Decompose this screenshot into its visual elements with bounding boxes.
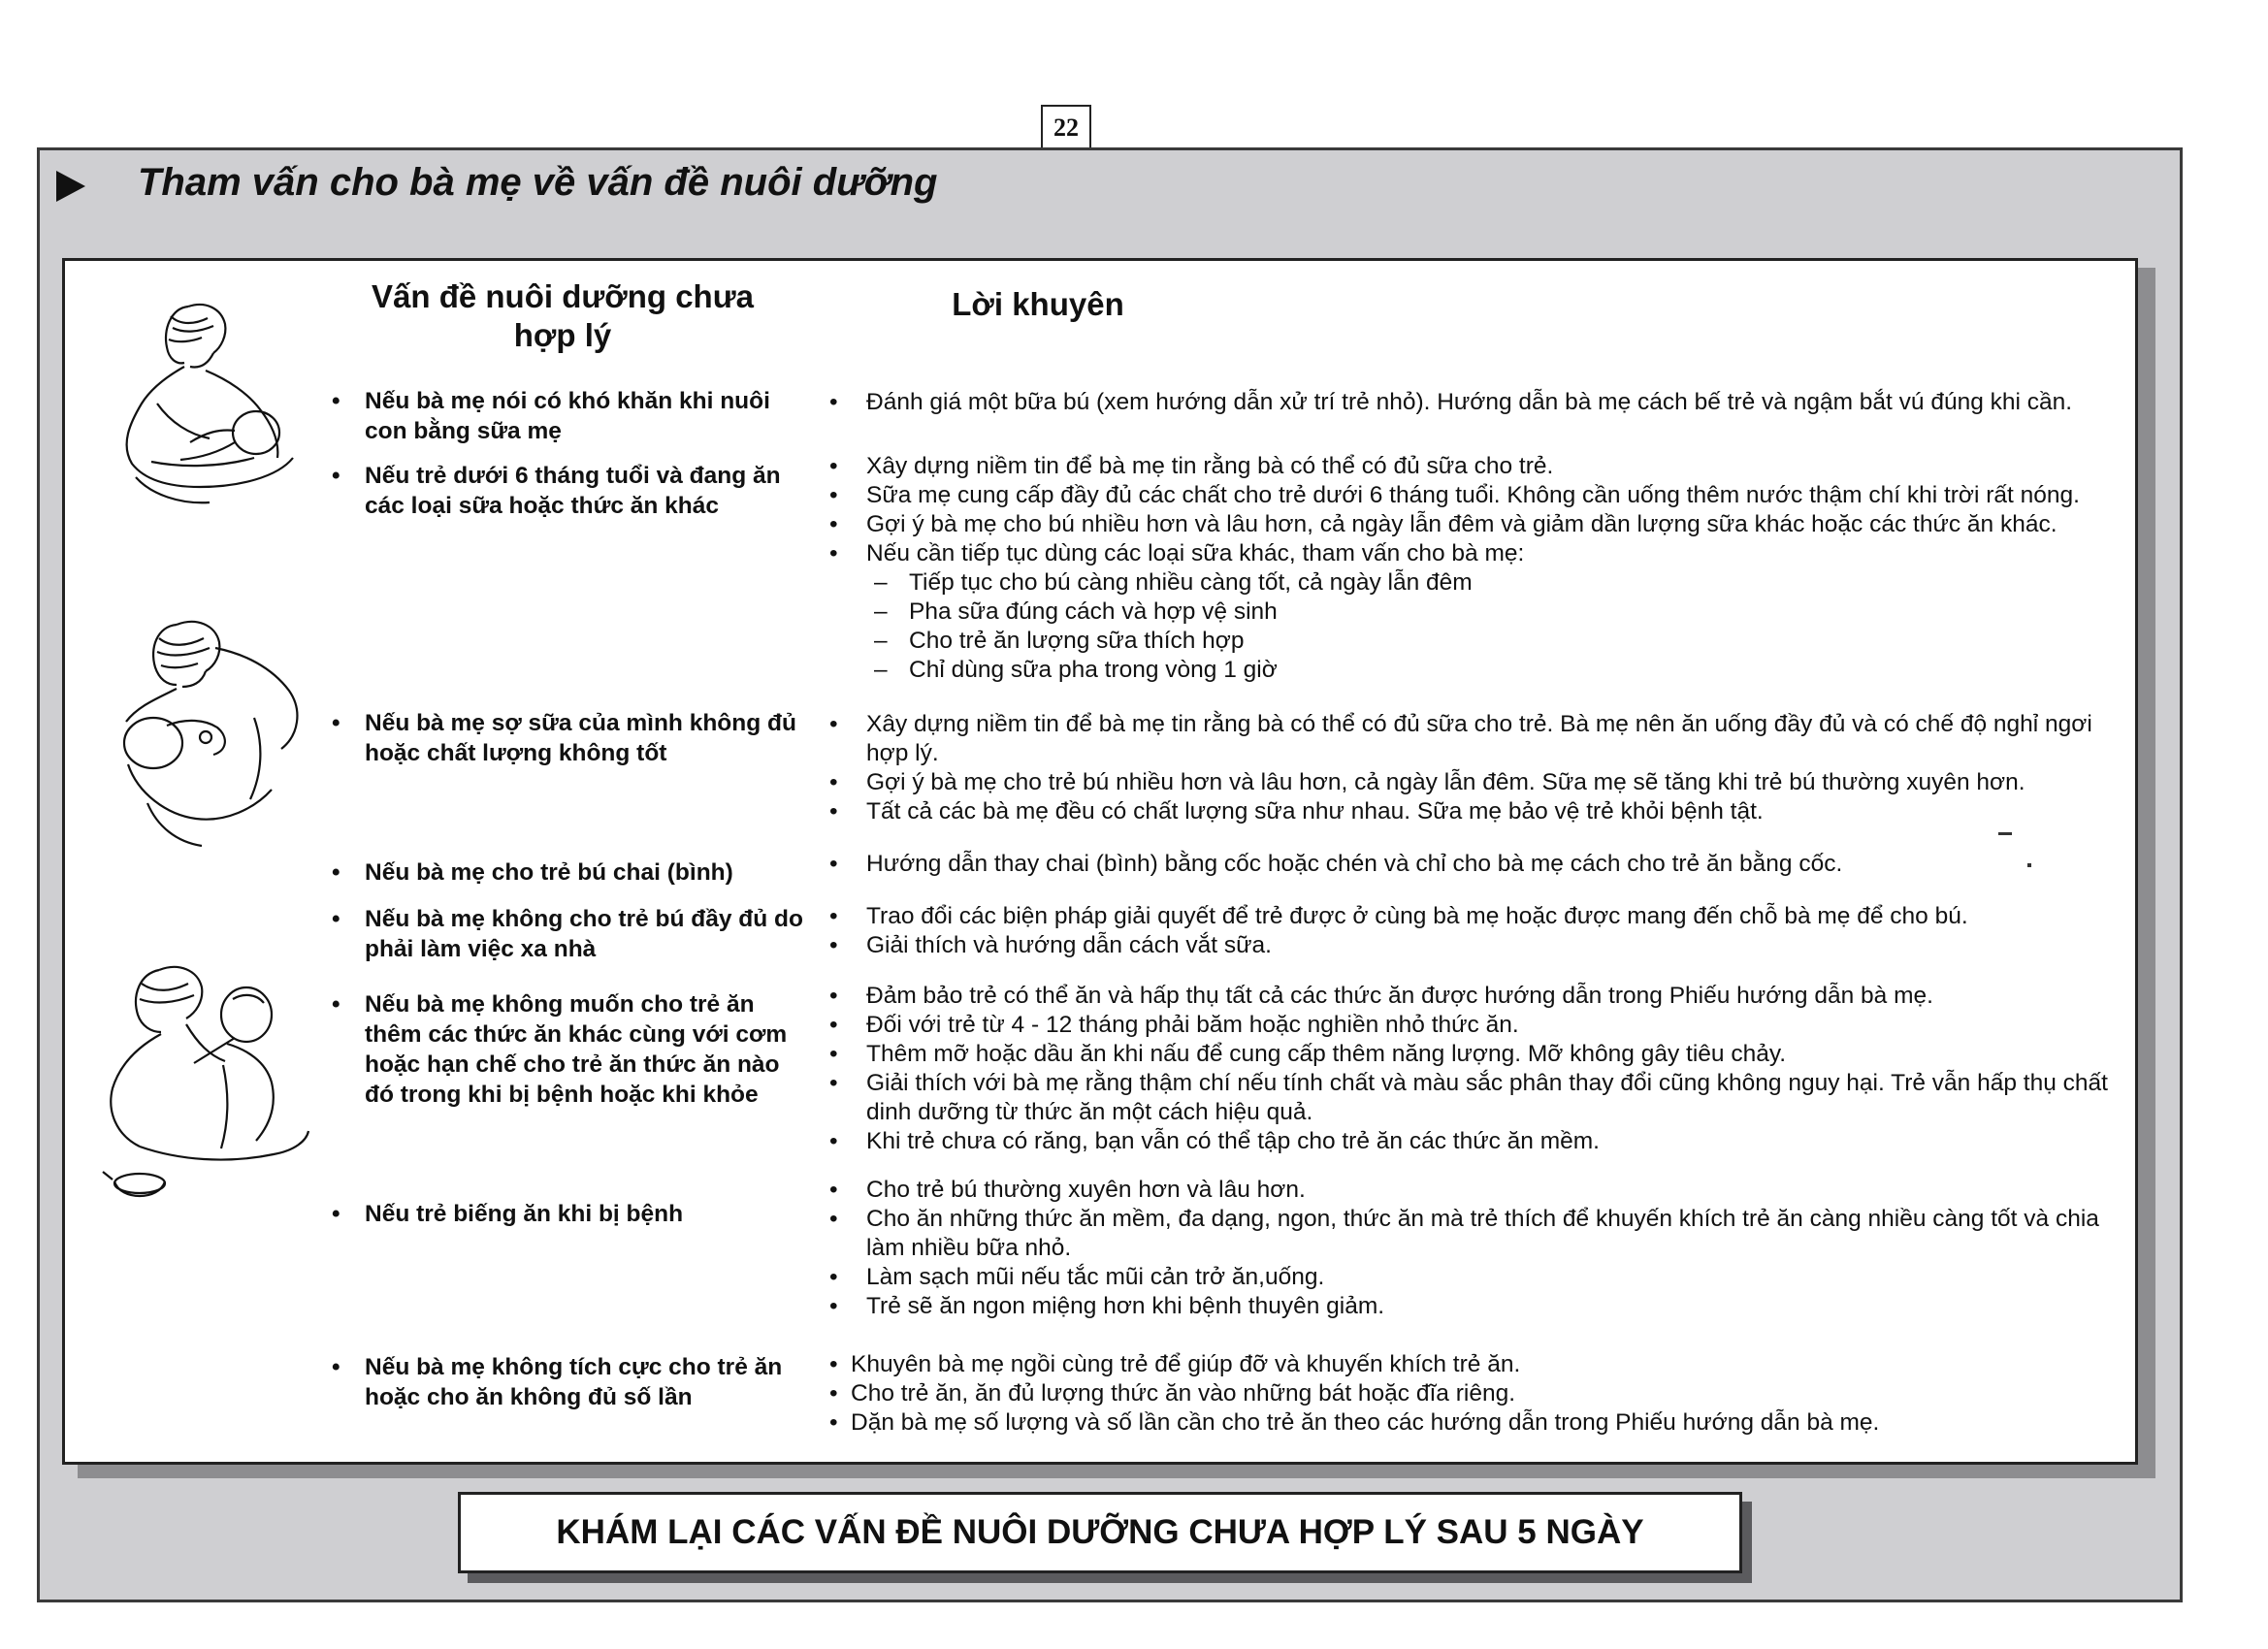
advice-text: Cho trẻ ăn, ăn đủ lượng thức ăn vào những bát hoặc đĩa riêng. <box>851 1380 1516 1406</box>
bullet-icon: • <box>829 1041 838 1067</box>
bullet-icon: • <box>829 1177 838 1203</box>
advice-item <box>829 768 2110 797</box>
advice-item <box>829 1292 2110 1321</box>
advice-text: Hướng dẫn thay chai (bình) bằng cốc hoặc chén và chỉ cho bà mẹ cách cho trẻ ăn bằng cốc. <box>866 851 1843 877</box>
advice-group <box>829 1176 2110 1321</box>
dash-icon: – <box>874 657 888 683</box>
advice-item <box>829 982 2110 1011</box>
advice-text: Cho trẻ bú thường xuyên hơn và lâu hơn. <box>866 1177 1306 1203</box>
advice-item <box>829 1176 2110 1205</box>
bullet-icon: • <box>829 1409 838 1436</box>
advice-item <box>829 1379 2110 1408</box>
sub-advice-text: Tiếp tục cho bú càng nhiều càng tốt, cả ngày lẫn đêm <box>909 569 1473 596</box>
advice-item <box>829 452 2110 481</box>
advice-item <box>829 481 2110 510</box>
page-title: Tham vấn cho bà mẹ về vấn đề nuôi dưỡng <box>138 161 938 204</box>
play-arrow-icon <box>56 171 85 202</box>
advice-text: Đảm bảo trẻ có thể ăn và hấp thụ tất cả các thức ăn được hướng dẫn trong Phiếu hướng dẫn bà mẹ. <box>866 983 1933 1009</box>
bullet-icon: • <box>829 453 838 479</box>
problem-text: Nếu bà mẹ không cho trẻ bú đầy đủ do phải làm việc xa nhà <box>365 906 803 962</box>
advice-text: Gợi ý bà mẹ cho bú nhiều hơn và lâu hơn, cả ngày lẫn đêm và giảm dần lượng sữa khác hoặc các thức ăn khác. <box>866 511 2057 537</box>
advice-item <box>829 902 2110 931</box>
problem-item <box>332 904 805 964</box>
bullet-icon: • <box>829 389 838 415</box>
bullet-icon: • <box>332 388 340 414</box>
bullet-icon: • <box>829 1012 838 1038</box>
advice-column-heading: Lời khuyên <box>952 286 1124 322</box>
advice-item <box>829 1205 2110 1263</box>
advice-text: Khuyên bà mẹ ngồi cùng trẻ để giúp đỡ và khuyến khích trẻ ăn. <box>851 1351 1521 1377</box>
advice-group <box>829 982 2110 1156</box>
problem-item <box>332 989 805 1110</box>
problem-heading-line1: Vấn đề nuôi dưỡng chưa <box>372 278 754 314</box>
dash-icon: – <box>874 598 888 625</box>
sub-advice-item <box>829 656 2110 685</box>
bullet-icon: • <box>332 1354 340 1380</box>
bullet-icon: • <box>829 1351 838 1377</box>
advice-item <box>829 510 2110 539</box>
mother-spoon-feeding-child-illustration <box>101 956 316 1212</box>
advice-item <box>829 539 2110 568</box>
advice-text: Đánh giá một bữa bú (xem hướng dẫn xử trí trẻ nhỏ). Hướng dẫn bà mẹ cách bế trẻ và ngậm bắt vú đúng khi cần. <box>866 389 2073 415</box>
advice-group <box>829 710 2110 826</box>
advice-text: Cho ăn những thức ăn mềm, đa dạng, ngon, thức ăn mà trẻ thích để khuyến khích trẻ ăn càng nhiều càng tốt và chia làm nhiều bữa nhỏ. <box>866 1206 2099 1261</box>
mother-feeding-baby-illustration <box>109 609 312 857</box>
bullet-icon: • <box>829 482 838 508</box>
sub-advice-text: Pha sữa đúng cách và hợp vệ sinh <box>909 598 1278 625</box>
problem-column-heading <box>320 277 805 355</box>
problem-text: Nếu bà mẹ cho trẻ bú chai (bình) <box>365 859 733 886</box>
problem-item <box>332 386 805 446</box>
sub-advice-text: Chỉ dùng sữa pha trong vòng 1 giờ <box>909 657 1278 683</box>
follow-up-banner: KHÁM LẠI CÁC VẤN ĐỀ NUÔI DƯỠNG CHƯA HỢP LÝ SAU 5 NGÀY <box>458 1492 1742 1573</box>
problem-text: Nếu bà mẹ không muốn cho trẻ ăn thêm các thức ăn khác cùng với cơm hoặc hạn chế cho trẻ ăn thức ăn nào đó trong khi bị bệnh hoặc khi khỏe <box>365 991 788 1108</box>
advice-group <box>829 1350 2110 1438</box>
advice-text: Giải thích và hướng dẫn cách vắt sữa. <box>866 932 1272 958</box>
bullet-icon: • <box>332 906 340 932</box>
advice-text: Tất cả các bà mẹ đều có chất lượng sữa như nhau. Sữa mẹ bảo vệ trẻ khỏi bệnh tật. <box>866 798 1764 824</box>
bullet-icon: • <box>829 540 838 566</box>
bullet-icon: • <box>829 769 838 795</box>
problem-item <box>332 1199 805 1229</box>
advice-item <box>829 1350 2110 1379</box>
advice-text: Làm sạch mũi nếu tắc mũi cản trở ăn,uống. <box>866 1264 1325 1290</box>
advice-text: Khi trẻ chưa có răng, bạn vẫn có thể tập cho trẻ ăn các thức ăn mềm. <box>866 1128 1600 1154</box>
advice-text: Nếu cần tiếp tục dùng các loại sữa khác, tham vấn cho bà mẹ: <box>866 540 1525 566</box>
mother-breastfeeding-illustration <box>113 287 307 510</box>
advice-item <box>829 388 2110 417</box>
bullet-icon: • <box>332 710 340 736</box>
problem-heading-line2: hợp lý <box>513 317 612 353</box>
advice-text: Sữa mẹ cung cấp đầy đủ các chất cho trẻ dưới 6 tháng tuổi. Không cần uống thêm nước thậm chí khi trời rất nóng. <box>866 482 2080 508</box>
problem-item <box>332 857 805 888</box>
bullet-icon: • <box>829 1128 838 1154</box>
advice-text: Thêm mỡ hoặc dầu ăn khi nấu để cung cấp thêm năng lượng. Mỡ không gây tiêu chảy. <box>866 1041 1787 1067</box>
sub-advice-item <box>829 598 2110 627</box>
advice-item <box>829 797 2110 826</box>
advice-group <box>829 452 2110 685</box>
advice-item <box>829 1127 2110 1156</box>
sub-advice-item <box>829 568 2110 598</box>
bullet-icon: • <box>332 1201 340 1227</box>
bullet-icon: • <box>829 1380 838 1406</box>
problem-item <box>332 1352 805 1412</box>
bullet-icon: • <box>829 983 838 1009</box>
bullet-icon: • <box>829 851 838 877</box>
bullet-icon: • <box>829 511 838 537</box>
advice-item <box>829 850 2110 879</box>
sub-advice-item <box>829 627 2110 656</box>
dash-icon: – <box>874 569 888 596</box>
bullet-icon: • <box>829 1293 838 1319</box>
advice-group <box>829 388 2110 417</box>
bullet-icon: • <box>829 798 838 824</box>
bullet-icon: • <box>829 1264 838 1290</box>
advice-group <box>829 850 2110 879</box>
advice-text: Trao đổi các biện pháp giải quyết để trẻ được ở cùng bà mẹ hoặc được mang đến chỗ bà mẹ để cho bú. <box>866 903 1968 929</box>
bullet-icon: • <box>332 859 340 886</box>
problem-item <box>332 708 805 768</box>
problem-text: Nếu trẻ biếng ăn khi bị bệnh <box>365 1201 684 1227</box>
bullet-icon: • <box>829 711 838 737</box>
scan-mark <box>1998 832 2012 835</box>
bullet-icon: • <box>332 991 340 1018</box>
advice-item <box>829 1011 2110 1040</box>
advice-text: Trẻ sẽ ăn ngon miệng hơn khi bệnh thuyên giảm. <box>866 1293 1385 1319</box>
advice-item <box>829 1263 2110 1292</box>
bullet-icon: • <box>829 903 838 929</box>
advice-text: Đối với trẻ từ 4 - 12 tháng phải băm hoặc nghiền nhỏ thức ăn. <box>866 1012 1519 1038</box>
bullet-icon: • <box>829 932 838 958</box>
problem-text: Nếu bà mẹ sợ sữa của mình không đủ hoặc chất lượng không tốt <box>365 710 796 766</box>
problem-text: Nếu bà mẹ không tích cực cho trẻ ăn hoặc cho ăn không đủ số lần <box>365 1354 783 1410</box>
bullet-icon: • <box>829 1070 838 1096</box>
advice-item <box>829 1069 2110 1127</box>
advice-text: Gợi ý bà mẹ cho trẻ bú nhiều hơn và lâu hơn, cả ngày lẫn đêm. Sữa mẹ sẽ tăng khi trẻ bú thường xuyên hơn. <box>866 769 2025 795</box>
sub-advice-text: Cho trẻ ăn lượng sữa thích hợp <box>909 628 1245 654</box>
advice-text: Dặn bà mẹ số lượng và số lần cần cho trẻ ăn theo các hướng dẫn trong Phiếu hướng dẫn bà mẹ. <box>851 1409 1880 1436</box>
problem-item <box>332 461 805 521</box>
problem-text: Nếu bà mẹ nói có khó khăn khi nuôi con bằng sữa mẹ <box>365 388 770 444</box>
page-number: 22 <box>1041 105 1091 151</box>
dash-icon: – <box>874 628 888 654</box>
advice-text: Giải thích với bà mẹ rằng thậm chí nếu tính chất và màu sắc phân thay đổi cũng không nguy hại. Trẻ vẫn hấp thụ chất dinh dưỡng từ thức ăn một cách hiệu quả. <box>866 1070 2108 1125</box>
advice-item <box>829 1408 2110 1438</box>
bullet-icon: • <box>829 1206 838 1232</box>
advice-item <box>829 931 2110 960</box>
advice-item <box>829 710 2110 768</box>
problem-text: Nếu trẻ dưới 6 tháng tuổi và đang ăn các loại sữa hoặc thức ăn khác <box>365 463 781 519</box>
bullet-icon: • <box>332 463 340 489</box>
advice-item <box>829 1040 2110 1069</box>
advice-text: Xây dựng niềm tin để bà mẹ tin rằng bà có thể có đủ sữa cho trẻ. <box>866 453 1554 479</box>
scan-mark <box>2027 863 2031 867</box>
advice-group <box>829 902 2110 960</box>
advice-text: Xây dựng niềm tin để bà mẹ tin rằng bà có thể có đủ sữa cho trẻ. Bà mẹ nên ăn uống đầy đủ và có chế độ nghỉ ngơi hợp lý. <box>866 711 2092 766</box>
